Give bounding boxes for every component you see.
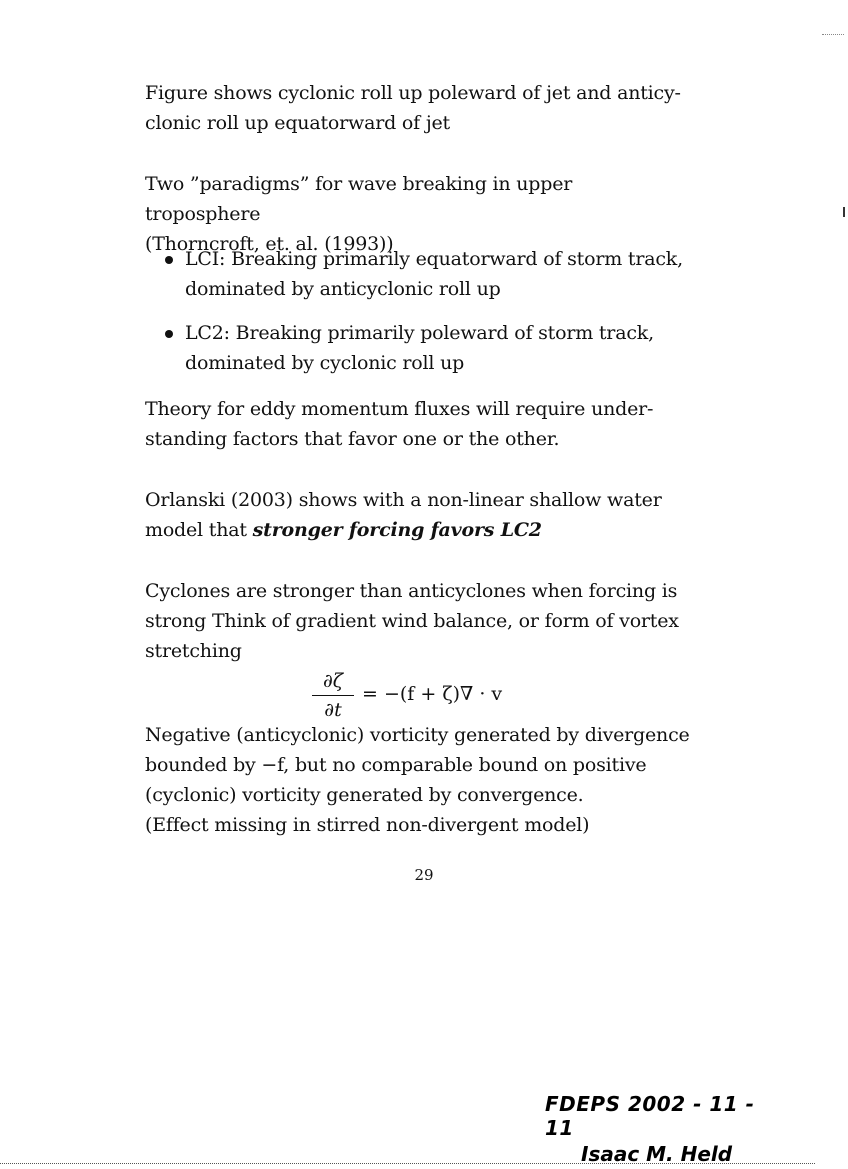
text-line: LCI: Breaking primarily equatorward of storm track, [185,248,683,270]
fraction-bar [312,695,354,696]
emphasized-text: stronger forcing favors LC2 [252,519,542,541]
equation-numerator: ∂ζ [322,670,344,692]
text-line: standing factors that favor one or the other. [145,428,560,450]
list-item [163,318,690,378]
text-line: (Effect missing in stirred non-divergent model) [145,814,590,836]
text-line: bounded by −f, but no comparable bound on positive [145,754,647,776]
text-line: Figure shows cyclonic roll up poleward of jet and anticy- [145,82,681,104]
paragraph-theory [145,394,690,454]
paragraph-vorticity [145,720,690,840]
bullet-icon [165,330,173,338]
text-line: Cyclones are stronger than anticyclones when forcing is [145,580,678,602]
text-line: clonic roll up equatorward of jet [145,112,450,134]
text-line: stretching [145,640,242,662]
equation-rhs: = −(f + ζ)∇ · v [362,683,503,705]
scan-artifact-bottom [0,1163,815,1164]
text-line: (cyclonic) vorticity generated by convergence. [145,784,584,806]
equation-fraction [312,668,354,723]
text-plain: model that [145,519,253,541]
text-line: Orlanski (2003) shows with a non-linear shallow water [145,489,662,511]
list-item [163,244,690,304]
paragraph-cyclones [145,576,690,666]
text-line: Theory for eddy momentum fluxes will require under- [145,398,654,420]
equation-denominator: ∂t [324,699,342,721]
text-line: dominated by anticyclonic roll up [185,278,501,300]
text-line: Two ”paradigms” for wave breaking in upper troposphere [145,173,573,225]
text-line: Negative (anticyclonic) vorticity generated by divergence [145,724,690,746]
vorticity-equation [312,668,572,728]
scan-artifact-top [822,34,844,35]
text-line: (Thorncroft, et. al. (1993)) [145,233,394,255]
paragraph-figure-description [145,78,690,138]
scan-artifact-right [843,207,845,217]
bullet-list [163,244,690,392]
text-line: LC2: Breaking primarily poleward of storm track, [185,322,654,344]
text-line [145,515,690,545]
page-number: 29 [414,866,434,884]
text-line: strong Think of gradient wind balance, or form of vortex [145,610,679,632]
bullet-icon [165,256,173,264]
paragraph-orlanski [145,485,690,545]
stamp-line: FDEPS 2002 - 11 - 11 [545,1092,755,1140]
stamp-line: Isaac M. Held [581,1142,733,1166]
handwritten-stamp [545,1092,765,1166]
text-line: dominated by cyclonic roll up [185,352,465,374]
